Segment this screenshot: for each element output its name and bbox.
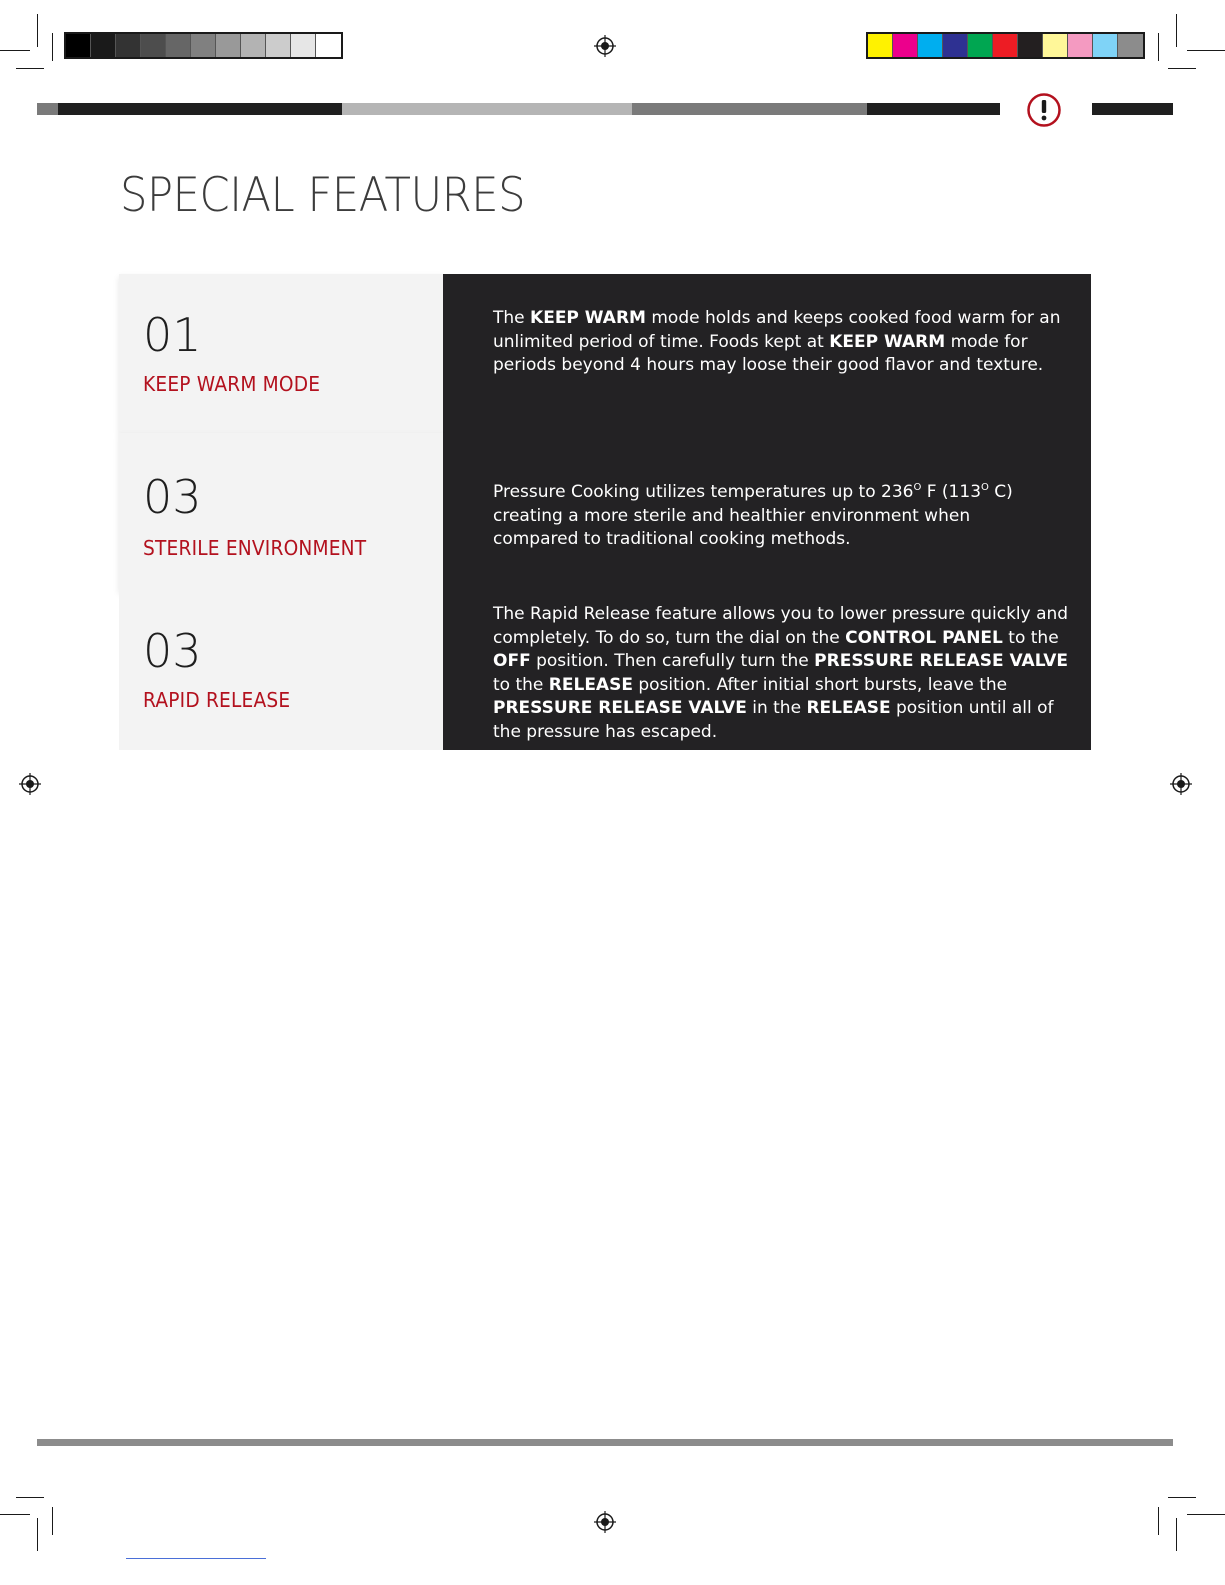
grayscale-swatch [266, 34, 291, 57]
grayscale-swatch [141, 34, 166, 57]
grayscale-swatch [191, 34, 216, 57]
grayscale-color-bar [64, 32, 343, 59]
header-stripe-segment [867, 103, 1000, 115]
feature-description-panel [443, 274, 1091, 433]
header-stripe-segment [37, 103, 58, 115]
warning-icon [1026, 92, 1062, 128]
feature-label: KEEP WARM MODE [143, 372, 321, 396]
registration-mark-icon [1170, 773, 1192, 795]
color-swatch [1093, 34, 1118, 57]
cmyk-color-bar [866, 32, 1145, 59]
color-swatch [993, 34, 1018, 57]
feature-number: 03 [143, 470, 202, 524]
feature-description-panel [443, 433, 1091, 591]
feature-heading-panel [119, 274, 443, 433]
footer-link-underline [126, 1558, 266, 1559]
color-swatch [868, 34, 893, 57]
feature-row-rapid-release [119, 591, 1091, 750]
footer-rule [37, 1439, 1173, 1446]
header-stripe-segment [632, 103, 867, 115]
header-stripe-end [1092, 103, 1173, 115]
feature-label: RAPID RELEASE [143, 688, 291, 712]
grayscale-swatch [116, 34, 141, 57]
registration-mark-icon [19, 773, 41, 795]
header-stripe-segment [58, 103, 342, 115]
feature-description: Pressure Cooking utilizes temperatures up to $236^O$ F ($113^O$ C) creating a more sterile and healthier environment when compared to traditional cooking methods. [493, 482, 1013, 549]
color-swatch [1068, 34, 1093, 57]
grayscale-swatch [216, 34, 241, 57]
feature-number: 03 [143, 624, 202, 678]
color-swatch [943, 34, 968, 57]
registration-mark-icon [594, 35, 616, 57]
feature-row-keep-warm [119, 274, 1091, 433]
grayscale-swatch [291, 34, 316, 57]
grayscale-swatch [91, 34, 116, 57]
grayscale-swatch [66, 34, 91, 57]
color-swatch [918, 34, 943, 57]
page-title: SPECIAL FEATURES [120, 168, 526, 223]
feature-description: The Rapid Release feature allows you to lower pressure quickly and completely. To do so, turn the dial on the CONTROL PANEL to the OFF position. Then carefully turn the PRESSURE RELEASE VALVE to the RELEASE position. After initial short bursts, leave the PRESSURE RELEASE VALVE in the RELEASE position until all of the pressure has escaped. [493, 604, 1069, 742]
feature-row-sterile-environment [119, 433, 1091, 591]
feature-heading-panel [119, 591, 443, 750]
color-swatch [1018, 34, 1043, 57]
feature-heading-panel [119, 433, 443, 591]
feature-number: 01 [143, 308, 202, 362]
feature-description-panel [443, 591, 1091, 750]
grayscale-swatch [241, 34, 266, 57]
color-swatch [968, 34, 993, 57]
grayscale-swatch [316, 34, 341, 57]
color-swatch [1118, 34, 1143, 57]
color-swatch [1043, 34, 1068, 57]
color-swatch [893, 34, 918, 57]
registration-mark-icon [594, 1511, 616, 1533]
grayscale-swatch [166, 34, 191, 57]
feature-label: STERILE ENVIRONMENT [143, 536, 367, 560]
header-stripe-segment [342, 103, 632, 115]
feature-description: The KEEP WARM mode holds and keeps cooked food warm for an unlimited period of time. Foods kept at KEEP WARM mode for periods beyond 4 hours may loose their good flavor and texture. [493, 308, 1061, 375]
